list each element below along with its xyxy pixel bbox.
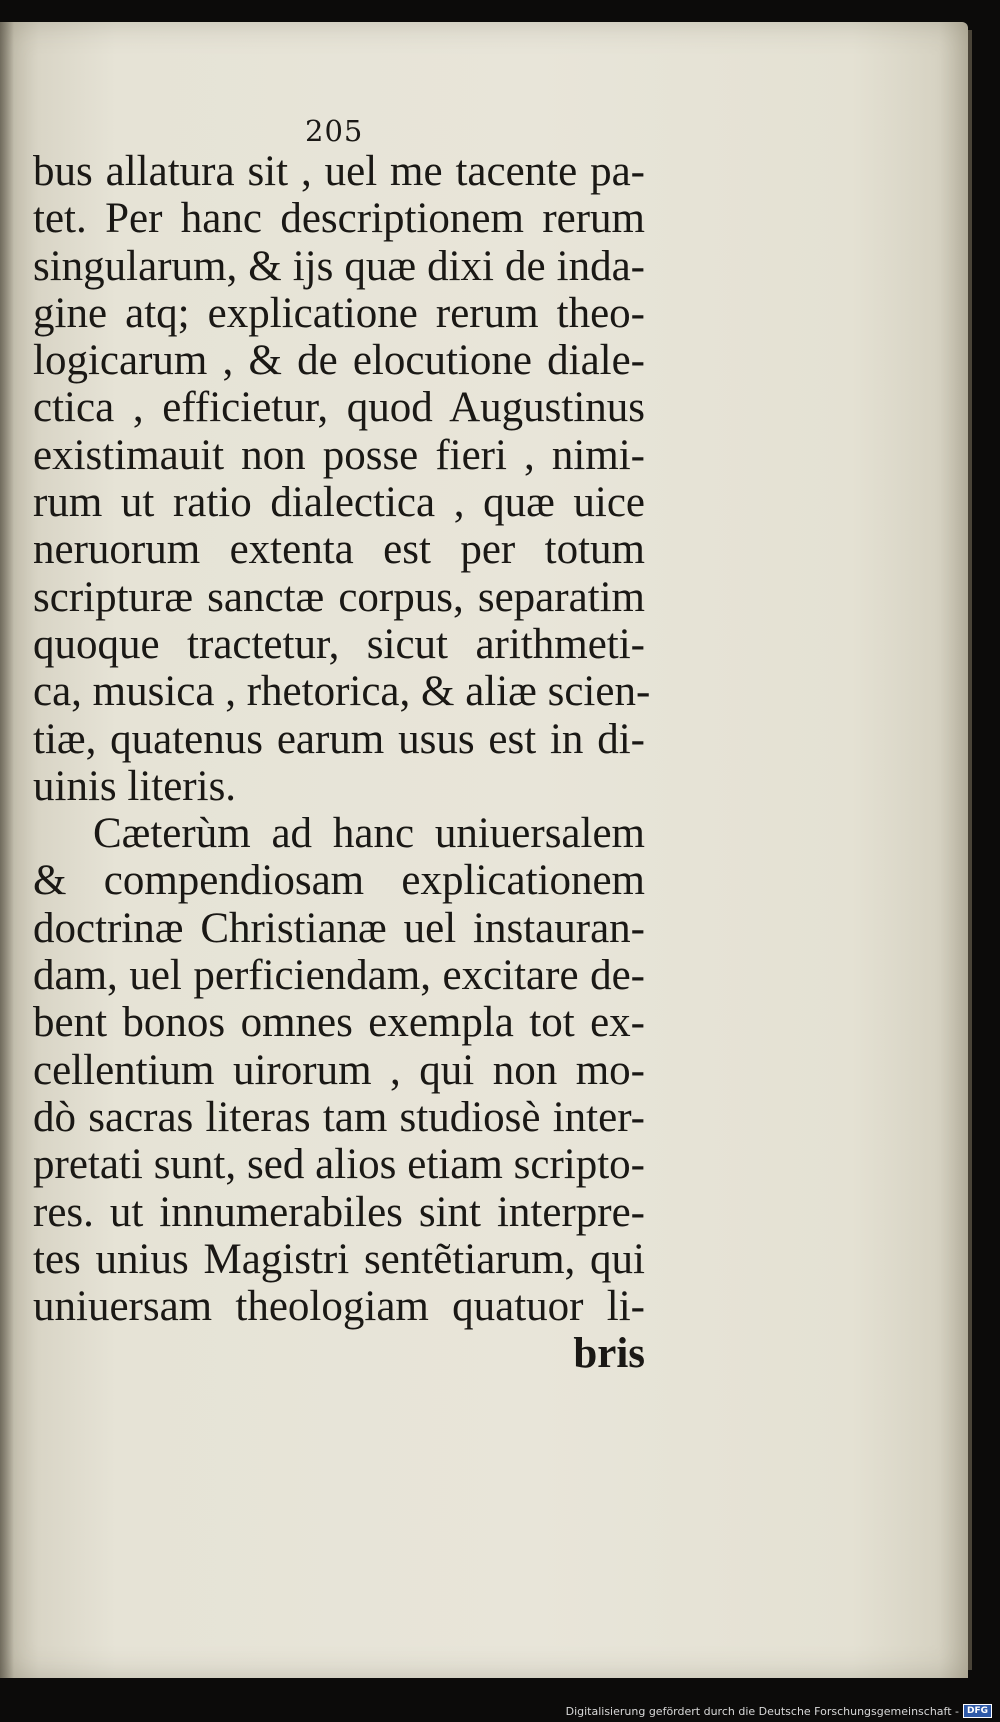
text-line: uniuersam theologiam quatuor li- bbox=[33, 1283, 645, 1331]
text-line: scripturæ sanctæ corpus, separatim bbox=[33, 573, 645, 621]
digitization-credit bbox=[566, 1704, 992, 1718]
text-line: bus allatura sit , uel me tacente pa- bbox=[33, 148, 645, 195]
text-line: res. ut innumerabiles sint interpre- bbox=[33, 1188, 645, 1236]
text-line: gine atq; explicatione rerum theo- bbox=[33, 289, 645, 337]
text-line: tes unius Magistri sentẽtiarum, qui bbox=[33, 1235, 645, 1283]
text-line: uinis literis. bbox=[33, 762, 237, 810]
text-line: & compendiosam explicationem bbox=[33, 857, 645, 905]
text-line: neruorum extenta est per totum bbox=[33, 526, 645, 574]
page-number: 205 bbox=[305, 114, 364, 148]
text-line: quoque tractetur, sicut arithmeti- bbox=[33, 620, 645, 668]
text-line: doctrinæ Christianæ uel instauran- bbox=[33, 904, 645, 952]
page-edge bbox=[968, 30, 972, 1670]
catchword: bris bbox=[573, 1330, 645, 1378]
text-line: tet. Per hanc descriptionem rerum bbox=[33, 195, 645, 243]
text-line: ca, musica , rhetorica, & aliæ scien- bbox=[33, 668, 651, 716]
text-line: logicarum , & de elocutione diale- bbox=[33, 337, 645, 385]
text-block bbox=[33, 148, 651, 1378]
text-line: dò sacras literas tam studiosè inter- bbox=[33, 1093, 645, 1141]
dfg-logo-icon: DFG bbox=[963, 1704, 992, 1718]
text-line: tiæ, quatenus earum usus est in di- bbox=[33, 715, 645, 763]
text-line: dam, uel perficiendam, excitare de- bbox=[33, 952, 645, 1000]
text-line: ctica , efficietur, quod Augustinus bbox=[33, 384, 645, 432]
text-line: Cæterùm ad hanc uniuersalem bbox=[93, 810, 645, 858]
text-line: pretati sunt, sed alios etiam scripto- bbox=[33, 1141, 645, 1189]
text-line: cellentium uirorum , qui non mo- bbox=[33, 1046, 645, 1094]
text-line: rum ut ratio dialectica , quæ uice bbox=[33, 479, 645, 527]
text-line: singularum, & ijs quæ dixi de inda- bbox=[33, 242, 645, 290]
text-line: bent bonos omnes exempla tot ex- bbox=[33, 999, 645, 1047]
text-line: existimauit non posse fieri , nimi- bbox=[33, 431, 645, 479]
gutter-shadow bbox=[0, 22, 14, 1678]
credit-text: Digitalisierung gefördert durch die Deutsche Forschungsgemeinschaft - bbox=[565, 1704, 959, 1718]
